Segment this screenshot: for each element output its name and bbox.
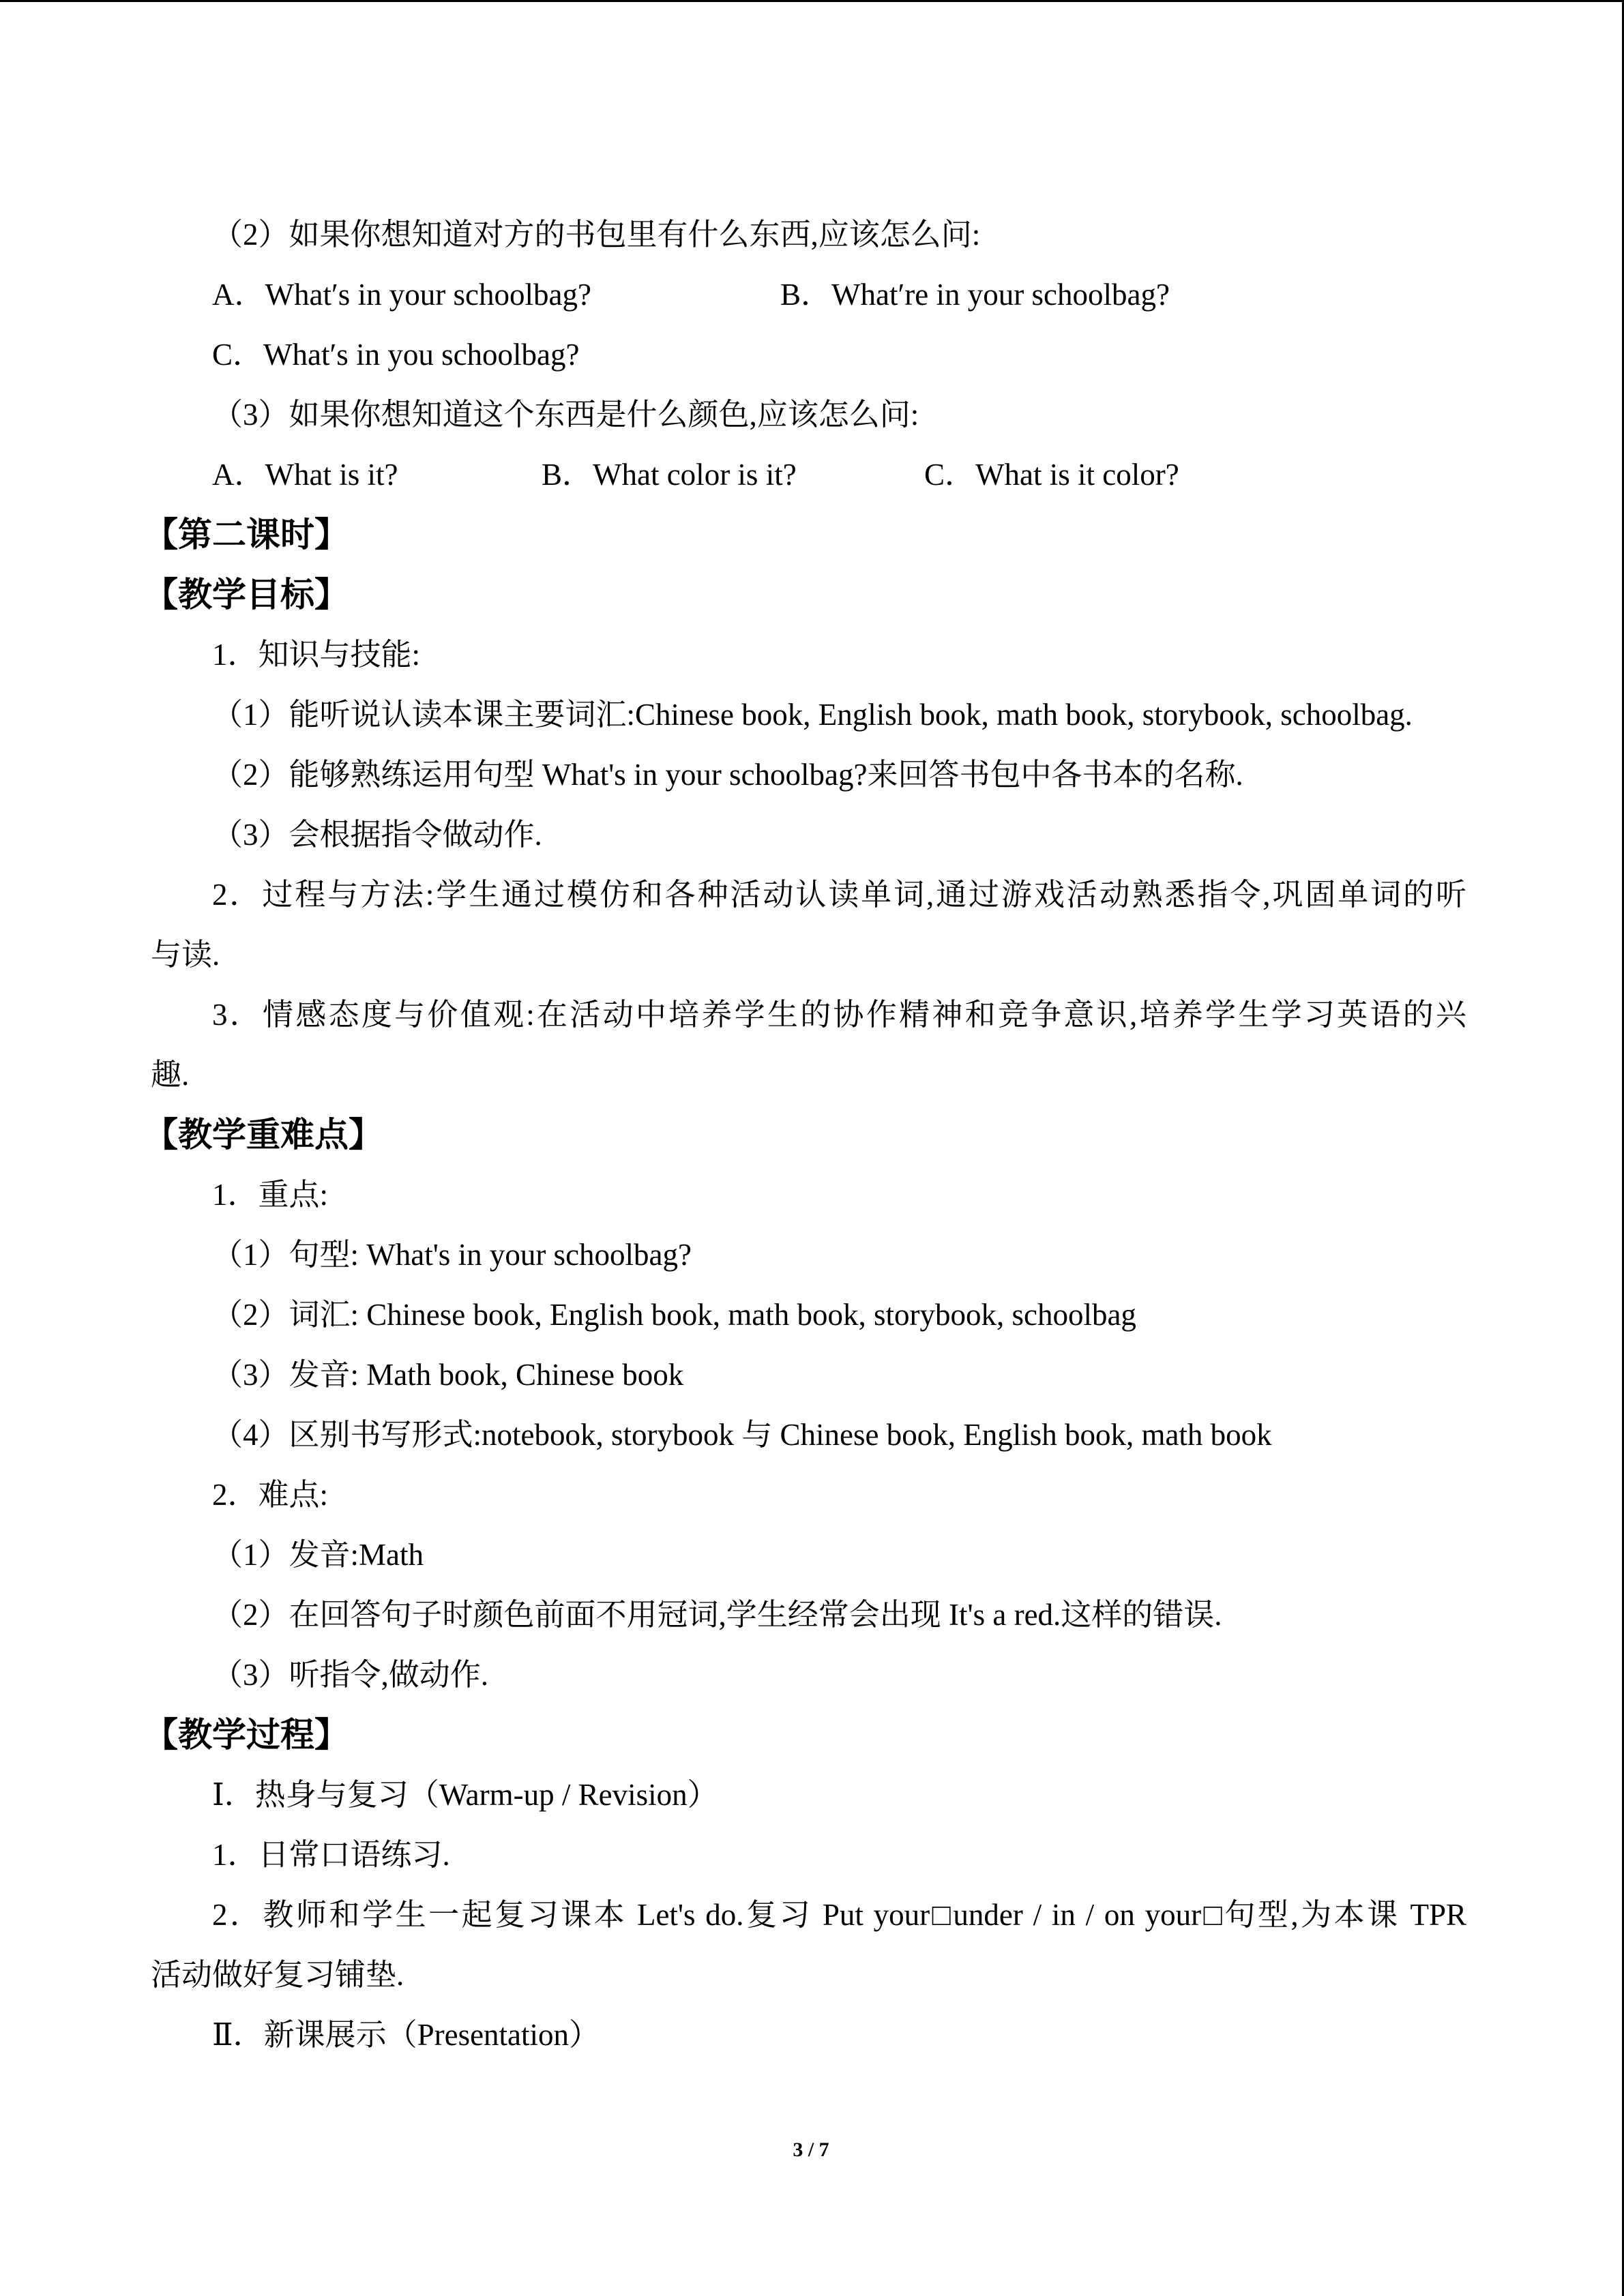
difficulties-title: 2．难点:	[212, 1478, 329, 1512]
page-content	[144, 205, 1466, 2065]
q3-prompt: （3）如果你想知道这个东西是什么颜色,应该怎么问:	[212, 398, 919, 432]
focus-item: （3）发音: Math book, Chinese book	[212, 1358, 684, 1392]
knowledge-item: （3）会根据指令做动作.	[212, 818, 542, 852]
knowledge-skills-title: 1．知识与技能:	[212, 638, 421, 672]
difficulty-item: （2）在回答句子时颜色前面不用冠词,学生经常会出现 It's a red.这样的错误.	[212, 1598, 1222, 1632]
q3-option-c: C．What is it color?	[924, 458, 1179, 492]
attitudes-values-line: 趣.	[151, 1058, 190, 1092]
focus-item: （1）句型: What's in your schoolbag?	[212, 1238, 692, 1272]
q2-options-row-2	[151, 325, 1466, 385]
process-methods-line: 与读.	[151, 938, 220, 972]
warmup-step: 1．日常口语练习.	[212, 1838, 450, 1872]
focus-item: （2）词汇: Chinese book, English book, math book, storybook, schoolbag	[212, 1298, 1136, 1332]
q3-options-row	[151, 445, 1466, 505]
q2-option-a: A．What′s in your schoolbag?	[212, 278, 591, 312]
presentation-title: Ⅱ．新课展示（Presentation）	[212, 2018, 600, 2052]
q2-options-row	[151, 265, 1466, 325]
difficulty-item: （3）听指令,做动作.	[212, 1658, 489, 1692]
objectives-heading: 【教学目标】	[144, 575, 349, 614]
q2-prompt: （2）如果你想知道对方的书包里有什么东西,应该怎么问:	[212, 218, 981, 252]
warmup-step-continuation: 活动做好复习铺垫.	[151, 1958, 404, 1992]
warmup-step: 2．教师和学生一起复习课本 Let's do.复习 Put your□under / in / on your□句型,为本课 TPR	[212, 1898, 1466, 1932]
attitudes-values-line: 3．情感态度与价值观:在活动中培养学生的协作精神和竞争意识,培养学生学习英语的兴	[212, 998, 1466, 1032]
q2-option-b: B．What′re in your schoolbag?	[780, 278, 1170, 312]
page-number: 3 / 7	[793, 2138, 829, 2161]
difficulty-item: （1）发音:Math	[212, 1538, 424, 1572]
knowledge-item: （1）能听说认读本课主要词汇:Chinese book, English book, math book, storybook, schoolbag.	[212, 698, 1413, 732]
focus-title: 1．重点:	[212, 1178, 329, 1212]
focus-item: （4）区别书写形式:notebook, storybook 与 Chinese book, English book, math book	[212, 1418, 1272, 1452]
lesson-heading: 【第二课时】	[144, 515, 349, 554]
key-points-heading: 【教学重难点】	[144, 1115, 383, 1154]
procedure-heading: 【教学过程】	[144, 1715, 349, 1755]
q3-option-b: B．What color is it?	[542, 458, 797, 492]
knowledge-item: （2）能够熟练运用句型 What's in your schoolbag?来回答书包中各书本的名称.	[212, 758, 1243, 792]
warmup-title: Ⅰ．热身与复习（Warm-up / Revision）	[212, 1778, 718, 1812]
process-methods-line: 2．过程与方法:学生通过模仿和各种活动认读单词,通过游戏活动熟悉指令,巩固单词的听	[212, 878, 1466, 912]
q2-option-c: C．What′s in you schoolbag?	[212, 338, 580, 372]
q3-option-a: A．What is it?	[212, 458, 398, 492]
